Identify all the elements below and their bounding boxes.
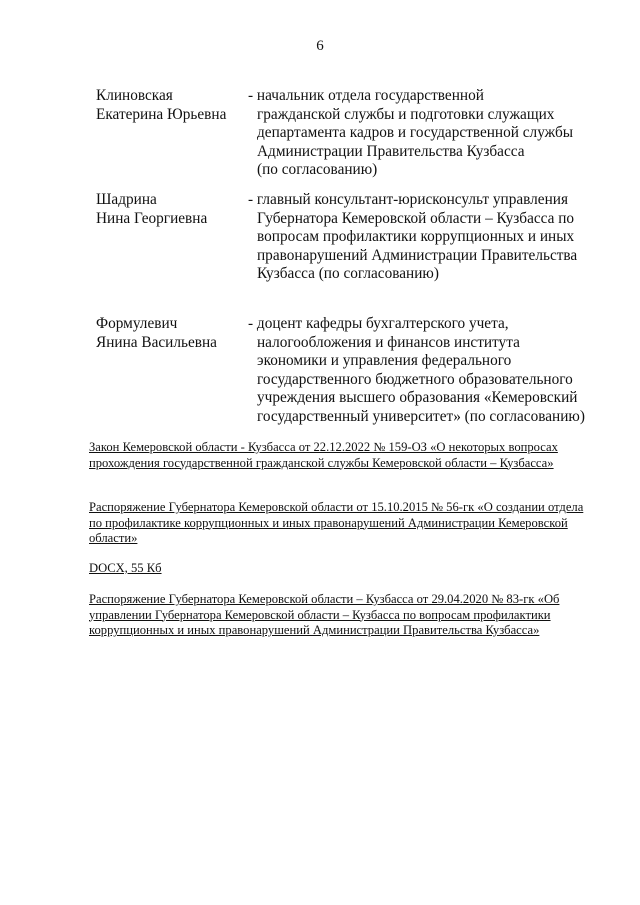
member-given-names: Екатерина Юрьевна	[96, 105, 227, 123]
position-line: правонарушений Администрации Правительства	[257, 246, 578, 264]
link-line: коррупционных и иных правонарушений Администрации Правительства Кузбасса»	[89, 623, 540, 638]
member-surname: Шадрина	[96, 191, 157, 208]
link-line: области»	[89, 531, 138, 546]
member-surname: Клиновская	[96, 87, 173, 104]
order-link[interactable]	[89, 592, 609, 639]
member-given-names: Янина Васильевна	[96, 333, 217, 351]
position-line: департамента кадров и государственной службы	[257, 124, 574, 142]
position-line: - главный консультант-юрисконсульт управления	[248, 191, 569, 208]
position-line: гражданской службы и подготовки служащих	[257, 105, 555, 123]
position-line: - начальник отдела государственной	[248, 87, 484, 104]
member-name	[96, 315, 246, 352]
member-surname: Формулевич	[96, 315, 178, 332]
law-link[interactable]	[89, 440, 609, 471]
member-position	[248, 87, 618, 180]
position-line: - доцент кафедры бухгалтерского учета,	[248, 315, 509, 332]
member-name	[96, 191, 246, 228]
member-position	[248, 191, 618, 284]
position-line: Губернатора Кемеровской области – Кузбасса по	[257, 209, 575, 227]
link-line: Распоряжение Губернатора Кемеровской области – Кузбасса от 29.04.2020 № 83-гк «Об	[89, 592, 560, 606]
position-line: Кузбасса (по согласованию)	[257, 265, 439, 283]
member-position	[248, 315, 618, 427]
member-given-names: Нина Георгиевна	[96, 209, 208, 227]
position-line: вопросам профилактики коррупционных и иных	[257, 228, 575, 246]
position-line: учреждения высшего образования «Кемеровский	[257, 389, 578, 407]
position-line: Администрации Правительства Кузбасса	[257, 142, 525, 160]
link-line: управлении Губернатора Кемеровской области – Кузбасса по вопросам профилактики	[89, 607, 551, 622]
member-name	[96, 87, 246, 124]
link-line: Закон Кемеровской области - Кузбасса от 22.12.2022 № 159-ОЗ «О некоторых вопросах	[89, 440, 558, 454]
position-line: государственный университет» (по согласованию)	[257, 407, 585, 425]
position-line: экономики и управления федерального	[257, 352, 512, 370]
link-line: по профилактике коррупционных и иных правонарушений Администрации Кемеровской	[89, 515, 568, 530]
link-line: Распоряжение Губернатора Кемеровской области от 15.10.2015 № 56-гк «О создании отдела	[89, 500, 584, 514]
docx-download-link[interactable]	[89, 561, 609, 577]
position-line: государственного бюджетного образовательного	[257, 370, 573, 388]
order-link[interactable]	[89, 500, 609, 547]
page-number: 6	[316, 38, 324, 54]
position-line: (по согласованию)	[257, 161, 378, 179]
position-line: налогообложения и финансов института	[257, 333, 520, 351]
link-line: прохождения государственной гражданской службы Кемеровской области – Кузбасса»	[89, 455, 554, 470]
link-line: DOCX, 55 Кб	[89, 561, 162, 575]
